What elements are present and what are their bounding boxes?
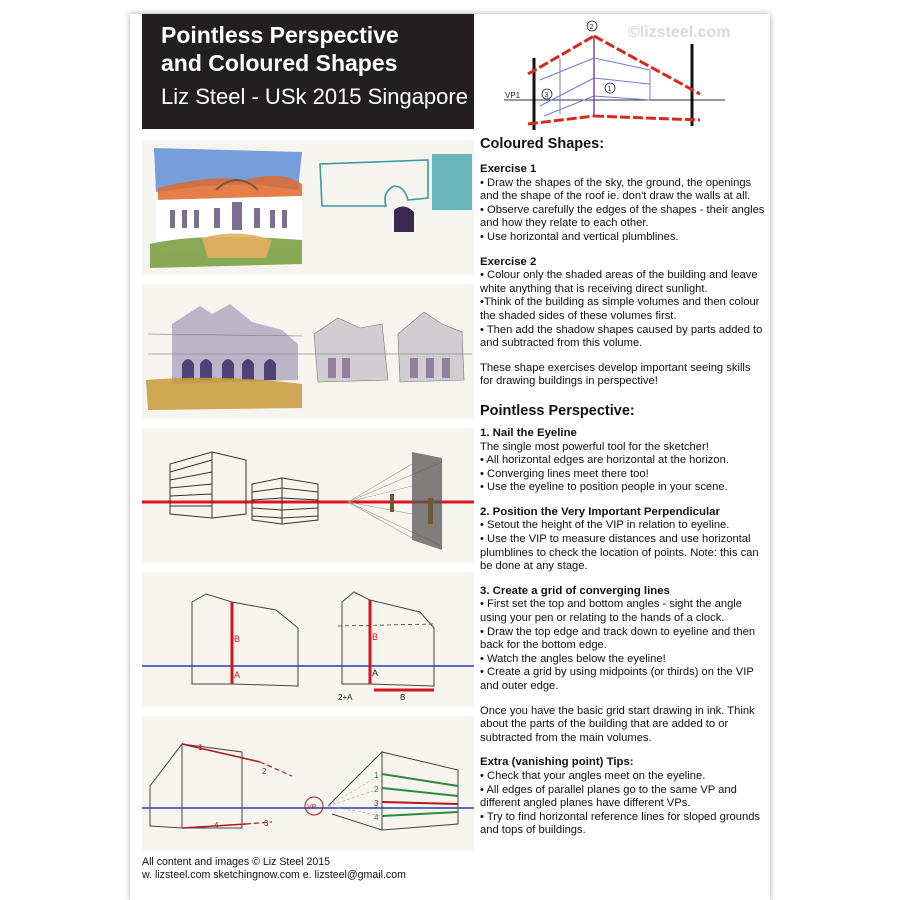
vip-label-a2: A — [372, 668, 379, 678]
vip-sketch — [142, 572, 474, 706]
diagram-number-3: 3 — [544, 92, 549, 99]
page-title: Pointless Perspective and Coloured Shapes — [161, 22, 399, 76]
grid-step-2: 2 — [262, 767, 267, 776]
step2-line: • Use the VIP to measure distances and use horizontal plumblines to check the location of points. Note: this can be done at any stage. — [480, 533, 759, 573]
vip-label-a: A — [234, 670, 241, 680]
exercise2-title: Exercise 2 — [480, 255, 537, 268]
grid-line-3: 3 — [374, 799, 379, 808]
step2-line: • Setout the height of the VIP in relation to eyeline. — [480, 519, 730, 532]
sketch-panel-grid — [142, 716, 474, 850]
vip-label-b3: B — [400, 693, 406, 702]
exercise1-line: • Use horizontal and vertical plumblines. — [480, 230, 679, 243]
grid-step-3: 3 — [264, 819, 269, 828]
copyright-line: All content and images © Liz Steel 2015 — [142, 856, 331, 868]
exercise2-line: • Then add the shadow shapes caused by parts added to and subtracted from this volume. — [480, 323, 763, 350]
vp-label: VP1 — [505, 91, 521, 100]
tips-title: Extra (vanishing point) Tips: — [480, 756, 634, 769]
perspective-diagram — [500, 18, 730, 130]
sketch-panel-coloured-shapes — [142, 140, 474, 274]
exercise1-line: • Draw the shapes of the sky, the ground, the openings and the shape of the roof ie. don't draw the walls at all. — [480, 176, 752, 203]
sketch-panel-eyeline — [142, 428, 474, 562]
step1-line: The single most powerful tool for the sketcher! — [480, 440, 709, 453]
footer — [142, 856, 406, 882]
sketch-panel-shaded-volumes — [142, 284, 474, 418]
vip-label-b: B — [234, 634, 241, 644]
grid-line-4: 4 — [374, 813, 379, 822]
grid-step-4: 4 — [214, 821, 219, 830]
page-subtitle: Liz Steel - USk 2015 Singapore — [161, 84, 468, 109]
coloured-shapes-closing: These shape exercises develop important seeing skills for drawing buildings in perspective! — [480, 361, 751, 388]
step1-line: • All horizontal edges are horizontal at the horizon. — [480, 454, 729, 467]
grid-sketch — [142, 716, 474, 850]
vip-label-2a: 2+A — [338, 693, 353, 702]
vip-label-b2: B — [372, 632, 379, 642]
step1-title: 1. Nail the Eyeline — [480, 426, 577, 439]
eyeline-sketch — [142, 428, 474, 562]
grid-line-2: 2 — [374, 785, 379, 794]
grid-note: Once you have the basic grid start drawing in ink. Think about the parts of the building that are added to or subtracted from the main volumes. — [480, 704, 755, 744]
watercolour-sketch-exercise1 — [142, 140, 474, 274]
diagram-number-1: 1 — [607, 86, 612, 93]
step3-line: • Watch the angles below the eyeline! — [480, 652, 666, 665]
tip-line: • Try to find horizontal reference lines for sloped grounds and tops of buildings. — [480, 810, 761, 837]
step3-line: • First set the top and bottom angles - sight the angle using your pen or relating to the hands of a clock. — [480, 598, 742, 625]
exercise1-line: • Observe carefully the edges of the shapes - their angles and how they relate to each other. — [480, 203, 765, 230]
coloured-shapes-heading: Coloured Shapes: — [480, 136, 605, 152]
grid-line-1: 1 — [374, 771, 379, 780]
sketch-panel-vip — [142, 572, 474, 706]
grid-step-1: 1 — [198, 743, 203, 752]
step3-title: 3. Create a grid of converging lines — [480, 584, 670, 597]
watermark: ©lizsteel.com — [628, 24, 731, 41]
exercise2-line: • Colour only the shaded areas of the building and leave white anything that is receiving direct sunlight. — [480, 269, 758, 295]
step2-title: 2. Position the Very Important Perpendicular — [480, 505, 720, 518]
pointless-perspective-heading: Pointless Perspective: — [480, 402, 635, 419]
title-block — [142, 14, 474, 129]
step1-line: • Converging lines meet there too! — [480, 467, 649, 480]
contact-line: w. lizsteel.com sketchingnow.com e. lizsteel@gmail.com — [142, 869, 406, 881]
step3-line: • Draw the top edge and track down to eyeline and then back for the bottom edge. — [480, 625, 756, 652]
grid-vp-label: VP — [307, 804, 317, 811]
exercise2-line: •Think of the building as simple volumes and then colour the shaded sides of these volumes first. — [480, 296, 760, 322]
exercise1-title: Exercise 1 — [480, 163, 537, 175]
diagram-number-2: 2 — [589, 24, 594, 31]
tip-line: • Check that your angles meet on the eyeline. — [480, 769, 706, 782]
step3-line: • Create a grid by using midpoints (or thirds) on the VIP and outer edge. — [480, 666, 754, 692]
instructions-column — [480, 136, 766, 838]
watercolour-sketch-exercise2 — [142, 284, 474, 418]
tip-line: • All edges of parallel planes go to the same VP and different angled planes have different VPs. — [480, 783, 737, 810]
step1-line: • Use the eyeline to position people in your scene. — [480, 481, 728, 494]
